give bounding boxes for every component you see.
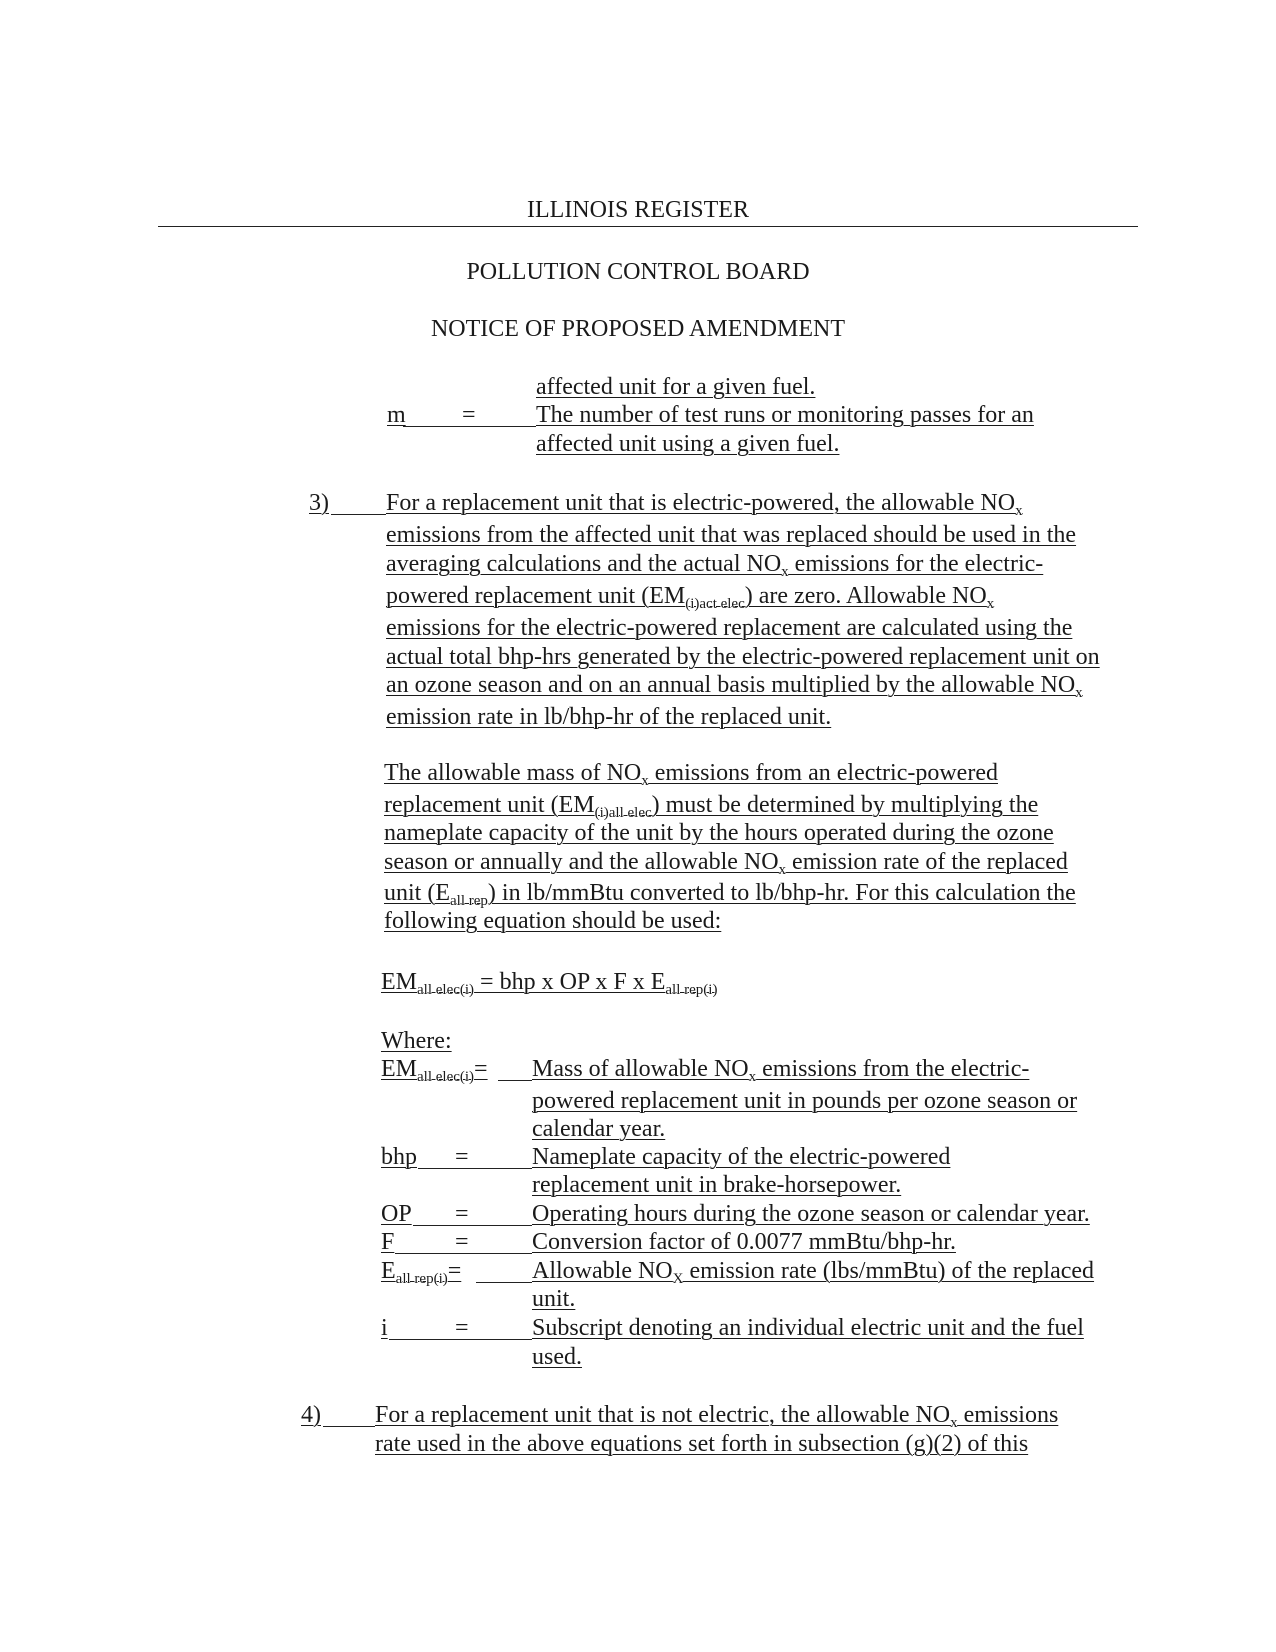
definition-m-line2: affected unit using a given fuel. bbox=[536, 431, 840, 457]
item-4-leader bbox=[323, 1426, 375, 1427]
item-3-number: 3) bbox=[309, 490, 329, 516]
para-2-line1: The allowable mass of $NO_x$ emissions from an electric-powered bbox=[384, 760, 998, 789]
item-4-line2: rate used in the above equations set forth in subsection (g)(2) of this bbox=[375, 1431, 1029, 1457]
where-def-bhp-line2: replacement unit in brake-horsepower. bbox=[532, 1172, 902, 1198]
definition-symbol-m: m bbox=[387, 402, 406, 428]
notice-title: NOTICE OF PROPOSED AMENDMENT bbox=[430, 316, 846, 342]
item-3-line5: emissions for the electric-powered replacement are calculated using the bbox=[386, 615, 1073, 641]
where-equals-bhp: = bbox=[455, 1144, 469, 1170]
where-def-e-line2: unit. bbox=[532, 1286, 576, 1312]
item-3-leader bbox=[331, 514, 386, 515]
where-leader-em bbox=[498, 1080, 532, 1081]
continued-definition: affected unit for a given fuel. bbox=[536, 374, 816, 400]
where-symbol-em: $EM_{all elec(i)}=$ bbox=[381, 1056, 488, 1085]
item-4-number: 4) bbox=[301, 1402, 321, 1428]
where-leader-bhp bbox=[418, 1168, 532, 1169]
item-3-line1: For a replacement unit that is electric-powered, the allowable $NO_x$ bbox=[386, 490, 1023, 519]
para-2-line3: nameplate capacity of the unit by the hours operated during the ozone bbox=[384, 820, 1054, 846]
where-equals-op: = bbox=[455, 1201, 469, 1227]
where-def-bhp-line1: Nameplate capacity of the electric-powered bbox=[532, 1144, 951, 1170]
item-4-line1: For a replacement unit that is not electric, the allowable $NO_x$ emissions bbox=[375, 1402, 1059, 1431]
where-def-e-line1: Allowable $NO_X$ emission rate (lbs/mmBtu) of the replaced bbox=[532, 1258, 1095, 1287]
where-def-em-line3: calendar year. bbox=[532, 1116, 666, 1142]
item-3-line3: averaging calculations and the actual $NO_x$ emissions for the electric- bbox=[386, 551, 1044, 580]
where-symbol-e: $E_{all rep(i)}=$ bbox=[381, 1258, 462, 1287]
where-equals-f: = bbox=[455, 1229, 469, 1255]
equation: $EM_{all elec(i)}$ = bhp x OP x F x $E_{all rep(i)}$ bbox=[381, 969, 718, 998]
definition-m-line1: The number of test runs or monitoring passes for an bbox=[536, 402, 1034, 428]
where-def-em-line1: Mass of allowable $NO_x$ emissions from the electric- bbox=[532, 1056, 1030, 1085]
where-label: Where: bbox=[381, 1028, 452, 1054]
item-3-line8: emission rate in lb/bhp-hr of the replaced unit. bbox=[386, 704, 832, 730]
definition-equals: = bbox=[462, 402, 476, 428]
board-title: POLLUTION CONTROL BOARD bbox=[466, 259, 810, 285]
where-leader-e bbox=[476, 1282, 532, 1283]
para-2-line5: unit $(E_{all rep})$ in lb/mmBtu converted to lb/bhp-hr. For this calculation the bbox=[384, 880, 1076, 909]
register-title: ILLINOIS REGISTER bbox=[527, 197, 749, 223]
item-3-line4: powered replacement unit $(EM_{(i)act elec})$ are zero. Allowable $NO_x$ bbox=[386, 583, 995, 612]
where-def-op: Operating hours during the ozone season or calendar year. bbox=[532, 1201, 1090, 1227]
para-2-line2: replacement unit $(EM_{(i)all elec})$ must be determined by multiplying the bbox=[384, 792, 1039, 821]
where-def-i-line1: Subscript denoting an individual electric unit and the fuel bbox=[532, 1315, 1084, 1341]
where-def-f: Conversion factor of 0.0077 mmBtu/bhp-hr. bbox=[532, 1229, 956, 1255]
where-equals-i: = bbox=[455, 1315, 469, 1341]
where-symbol-bhp: bhp bbox=[381, 1144, 417, 1170]
where-symbol-i: i bbox=[381, 1315, 388, 1341]
item-3-line7: an ozone season and on an annual basis multiplied by the allowable $NO_x$ bbox=[386, 672, 1083, 701]
item-3-line6: actual total bhp-hrs generated by the electric-powered replacement unit on bbox=[386, 644, 1100, 670]
where-def-i-line2: used. bbox=[532, 1344, 582, 1370]
item-3-line2: emissions from the affected unit that was replaced should be used in the bbox=[386, 522, 1077, 548]
para-2-line4: season or annually and the allowable $NO_x$ emission rate of the replaced bbox=[384, 849, 1068, 878]
where-leader-op bbox=[413, 1225, 532, 1226]
header-rule bbox=[158, 226, 1138, 227]
where-symbol-f: F bbox=[381, 1229, 395, 1255]
para-2-line6: following equation should be used: bbox=[384, 908, 722, 934]
where-def-em-line2: powered replacement unit in pounds per ozone season or bbox=[532, 1088, 1078, 1114]
where-symbol-op: OP bbox=[381, 1201, 412, 1227]
